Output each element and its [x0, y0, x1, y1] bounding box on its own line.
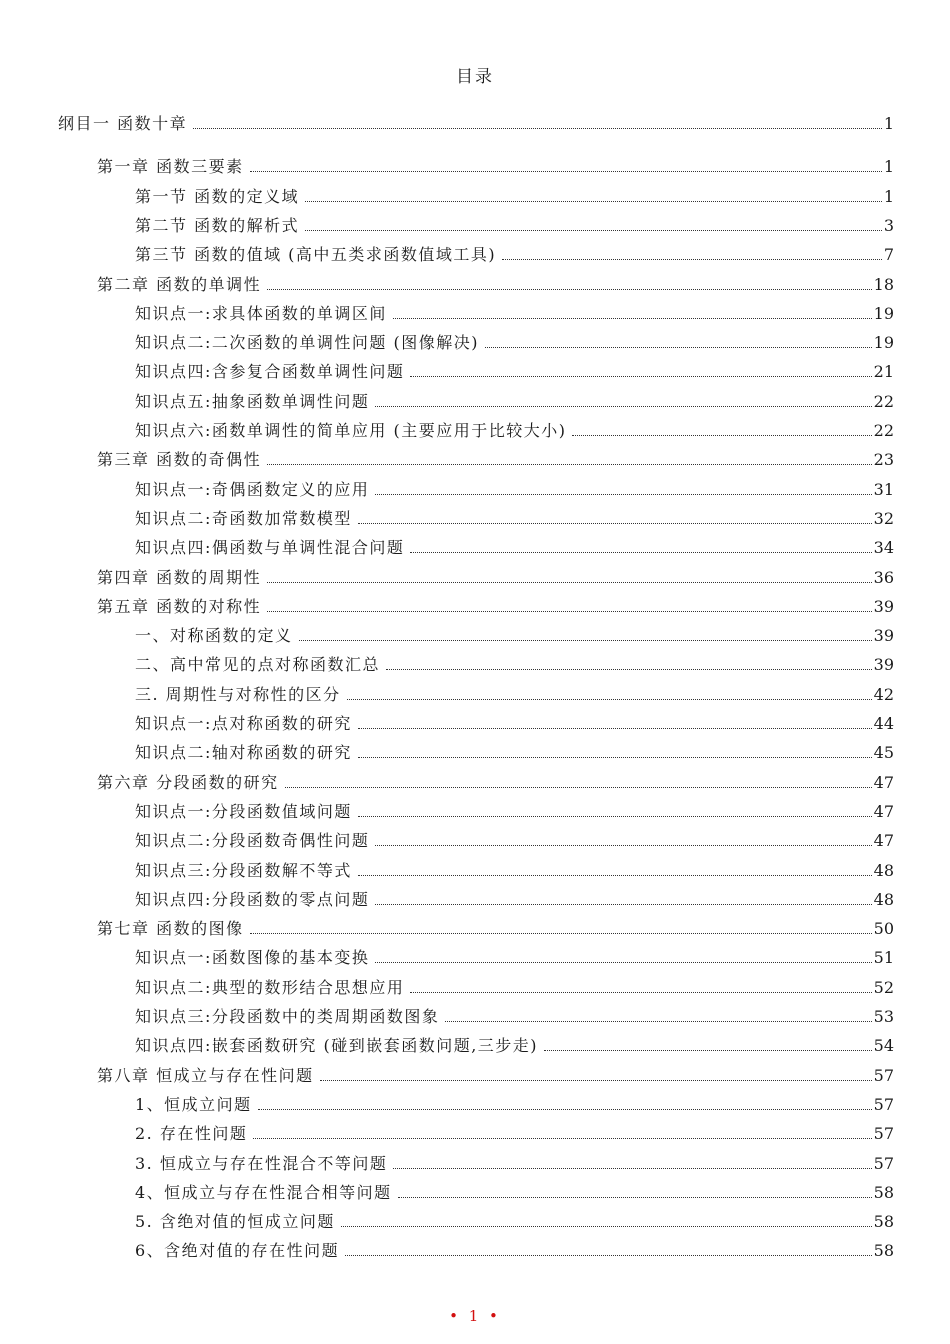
toc-entry-page: 47	[873, 801, 894, 821]
toc-entry-label: 4、恒成立与存在性混合相等问题	[135, 1182, 392, 1202]
toc-dot-leader	[285, 787, 872, 788]
toc-dot-leader	[410, 992, 871, 993]
toc-entry-page: 31	[873, 479, 894, 499]
toc-entry-label: 第一章 函数三要素	[97, 157, 244, 177]
toc-entry-page: 44	[873, 714, 894, 733]
toc-entry-label: 知识点三:分段函数解不等式	[135, 860, 352, 880]
toc-entry[interactable]	[135, 1207, 894, 1236]
toc-entry-page: 22	[873, 391, 894, 411]
toc-entry[interactable]	[135, 1236, 894, 1265]
toc-dot-leader	[305, 201, 882, 202]
toc-entry-label: 知识点一:函数图像的基本变换	[135, 948, 370, 968]
toc-entry[interactable]	[97, 270, 894, 299]
toc-dot-leader	[358, 757, 872, 758]
toc-entry-page: 1	[883, 186, 894, 206]
toc-entry[interactable]	[135, 680, 894, 709]
toc-dot-leader	[267, 289, 872, 290]
toc-entry-page: 48	[873, 889, 894, 909]
toc-entry-page: 23	[873, 450, 894, 470]
toc-entry-label: 5. 含绝对值的恒成立问题	[135, 1212, 335, 1232]
toc-entry-label: 纲目一 函数十章	[58, 114, 188, 133]
footer-bullet-left: •	[449, 1307, 461, 1325]
toc-entry[interactable]	[135, 1002, 894, 1031]
toc-entry[interactable]	[97, 914, 894, 943]
toc-entry-label: 知识点四:含参复合函数单调性问题	[135, 362, 405, 382]
toc-dot-leader	[267, 582, 872, 583]
toc-dot-leader	[393, 318, 872, 319]
toc-entry-page: 58	[873, 1212, 894, 1232]
toc-entry-label: 1、恒成立问题	[135, 1094, 252, 1114]
toc-entry-page: 45	[873, 743, 894, 763]
toc-entry-page: 52	[873, 977, 894, 997]
toc-dot-leader	[358, 523, 872, 524]
toc-entry[interactable]	[135, 943, 894, 972]
toc-dot-leader	[320, 1080, 872, 1081]
toc-entry[interactable]	[58, 109, 894, 138]
toc-dot-leader	[572, 435, 871, 436]
toc-entry-page: 39	[873, 655, 894, 675]
toc-dot-leader	[305, 230, 882, 231]
toc-entry-label: 第四章 函数的周期性	[97, 567, 262, 587]
toc-dot-leader	[375, 494, 871, 495]
toc-entry-page: 57	[873, 1065, 894, 1085]
toc-dot-leader	[375, 904, 871, 905]
toc-entry-page: 34	[873, 538, 894, 558]
toc-entry[interactable]	[135, 533, 894, 562]
toc-entry-label: 第八章 恒成立与存在性问题	[97, 1065, 314, 1085]
toc-entry[interactable]	[135, 885, 894, 914]
toc-entry-page: 21	[873, 362, 894, 382]
toc-dot-leader	[410, 552, 871, 553]
toc-entry[interactable]	[135, 211, 894, 240]
toc-dot-leader	[386, 669, 872, 670]
toc-entry[interactable]	[135, 826, 894, 855]
toc-entry[interactable]	[135, 709, 894, 738]
toc-entry-page: 51	[873, 948, 894, 968]
toc-dot-leader	[250, 171, 882, 172]
toc-entry-page: 58	[873, 1182, 894, 1202]
toc-entry-page: 32	[873, 508, 894, 528]
toc-dot-leader	[193, 128, 882, 129]
toc-entry-page: 19	[873, 333, 894, 353]
toc-entry-label: 第二节 函数的解析式	[135, 215, 300, 235]
toc-entry[interactable]	[135, 650, 894, 679]
toc-dot-leader	[253, 1138, 871, 1139]
toc-entry-page: 54	[873, 1036, 894, 1056]
toc-entry[interactable]	[135, 1149, 894, 1178]
toc-dot-leader	[375, 962, 871, 963]
toc-entry-page: 53	[873, 1007, 894, 1026]
toc-entry-page: 47	[873, 831, 894, 851]
toc-entry-page: 39	[873, 626, 894, 646]
toc-entry[interactable]	[135, 1090, 894, 1119]
toc-dot-leader	[358, 728, 872, 729]
toc-entry-label: 第二章 函数的单调性	[97, 274, 262, 294]
toc-dot-leader	[267, 611, 872, 612]
toc-entry-page: 3	[883, 215, 894, 235]
toc-entry-label: 3. 恒成立与存在性混合不等问题	[135, 1153, 388, 1173]
toc-dot-leader	[258, 1109, 872, 1110]
toc-entry-label: 知识点二:分段函数奇偶性问题	[135, 831, 370, 851]
toc-entry-page: 18	[873, 274, 894, 294]
toc-entry-label: 第三节 函数的值域 (高中五类求函数值域工具)	[135, 245, 497, 265]
toc-entry-page: 58	[873, 1241, 894, 1261]
footer-page-number: 1	[468, 1307, 482, 1325]
toc-entry-label: 知识点二:奇函数加常数模型	[135, 508, 352, 528]
toc-entry[interactable]	[97, 152, 894, 181]
toc-entry-page: 42	[873, 684, 894, 704]
toc-entry-page: 50	[873, 919, 894, 939]
toc-entry[interactable]	[135, 182, 894, 211]
toc-entry-label: 第七章 函数的图像	[97, 919, 244, 939]
toc-entry-label: 2. 存在性问题	[135, 1124, 248, 1144]
toc-dot-leader	[544, 1050, 872, 1051]
toc-dot-leader	[345, 1255, 871, 1256]
toc-entry[interactable]	[135, 504, 894, 533]
toc-entry-label: 知识点二:典型的数形结合思想应用	[135, 977, 405, 997]
toc-entry[interactable]	[97, 445, 894, 474]
toc-entry-label: 二、高中常见的点对称函数汇总	[135, 655, 381, 675]
toc-dot-leader	[358, 816, 872, 817]
toc-entry-label: 知识点一:点对称函数的研究	[135, 714, 352, 733]
toc-entry[interactable]	[135, 621, 894, 650]
toc-dot-leader	[393, 1168, 871, 1169]
toc-entry-page: 22	[873, 421, 894, 440]
toc-dot-leader	[267, 464, 872, 465]
toc-dot-leader	[347, 699, 872, 700]
toc-entry-page: 48	[873, 860, 894, 880]
toc-entry-page: 19	[873, 303, 894, 323]
toc-entry-label: 知识点二:轴对称函数的研究	[135, 743, 352, 763]
toc-entry[interactable]	[135, 1178, 894, 1207]
toc-dot-leader	[485, 347, 872, 348]
toc-entry[interactable]	[135, 1119, 894, 1148]
footer-bullet-right: •	[489, 1307, 501, 1325]
toc-entry[interactable]	[135, 856, 894, 885]
toc-entry[interactable]	[135, 240, 894, 269]
toc-entry-label: 知识点一:分段函数值域问题	[135, 801, 352, 821]
toc-entry-label: 一、对称函数的定义	[135, 626, 293, 646]
toc-entry-page: 1	[883, 157, 894, 177]
toc-dot-leader	[299, 640, 872, 641]
toc-dot-leader	[375, 406, 871, 407]
toc-entry-label: 知识点一:求具体函数的单调区间	[135, 303, 387, 323]
toc-entry-label: 知识点四:偶函数与单调性混合问题	[135, 538, 405, 558]
toc-entry-label: 第六章 分段函数的研究	[97, 772, 279, 792]
toc-dot-leader	[445, 1021, 871, 1022]
toc-entry[interactable]	[135, 797, 894, 826]
toc-entry-label: 知识点六:函数单调性的简单应用 (主要应用于比较大小)	[135, 421, 567, 440]
toc-entry[interactable]	[135, 416, 894, 445]
toc-entry[interactable]	[135, 328, 894, 357]
toc-entry-page: 57	[873, 1124, 894, 1144]
toc-entry[interactable]	[135, 738, 894, 767]
toc-entry-label: 知识点二:二次函数的单调性问题 (图像解决)	[135, 333, 479, 353]
toc-entry[interactable]	[135, 475, 894, 504]
toc-entry[interactable]	[97, 1061, 894, 1090]
toc-entry-label: 第五章 函数的对称性	[97, 596, 262, 616]
toc-entry-label: 6、含绝对值的存在性问题	[135, 1241, 340, 1261]
toc-dot-leader	[341, 1226, 872, 1227]
toc-entry[interactable]	[135, 387, 894, 416]
toc-entry-page: 57	[873, 1153, 894, 1173]
toc-entry-page: 7	[883, 245, 894, 265]
toc-entry-label: 知识点一:奇偶函数定义的应用	[135, 479, 370, 499]
toc-entry-label: 第一节 函数的定义域	[135, 186, 300, 206]
toc-dot-leader	[502, 259, 882, 260]
toc-dot-leader	[250, 933, 872, 934]
toc-entry[interactable]	[135, 299, 894, 328]
toc-entry[interactable]	[97, 592, 894, 621]
toc-entry-label: 三. 周期性与对称性的区分	[135, 684, 341, 704]
toc-entry-page: 39	[873, 596, 894, 616]
toc-dot-leader	[375, 845, 871, 846]
page-footer	[0, 1307, 950, 1325]
toc-entry-page: 57	[873, 1094, 894, 1114]
toc-dot-leader	[410, 376, 871, 377]
toc-entry-label: 知识点四:分段函数的零点问题	[135, 889, 370, 909]
toc-entry[interactable]	[135, 973, 894, 1002]
page-title: 目录	[456, 67, 494, 87]
toc-entry-label: 知识点四:嵌套函数研究 (碰到嵌套函数问题,三步走)	[135, 1036, 539, 1056]
toc-entry-page: 47	[873, 772, 894, 792]
toc-entry-label: 知识点五:抽象函数单调性问题	[135, 391, 370, 411]
toc-entry-page: 1	[883, 114, 894, 133]
toc-entry-label: 知识点三:分段函数中的类周期函数图象	[135, 1007, 440, 1026]
toc-dot-leader	[398, 1197, 872, 1198]
toc-entry[interactable]	[97, 563, 894, 592]
toc-entry[interactable]	[135, 357, 894, 386]
toc-entry-page: 36	[873, 567, 894, 587]
toc-entry[interactable]	[97, 768, 894, 797]
toc-entry[interactable]	[135, 1031, 894, 1060]
toc-dot-leader	[358, 875, 872, 876]
toc-entry-label: 第三章 函数的奇偶性	[97, 450, 262, 470]
